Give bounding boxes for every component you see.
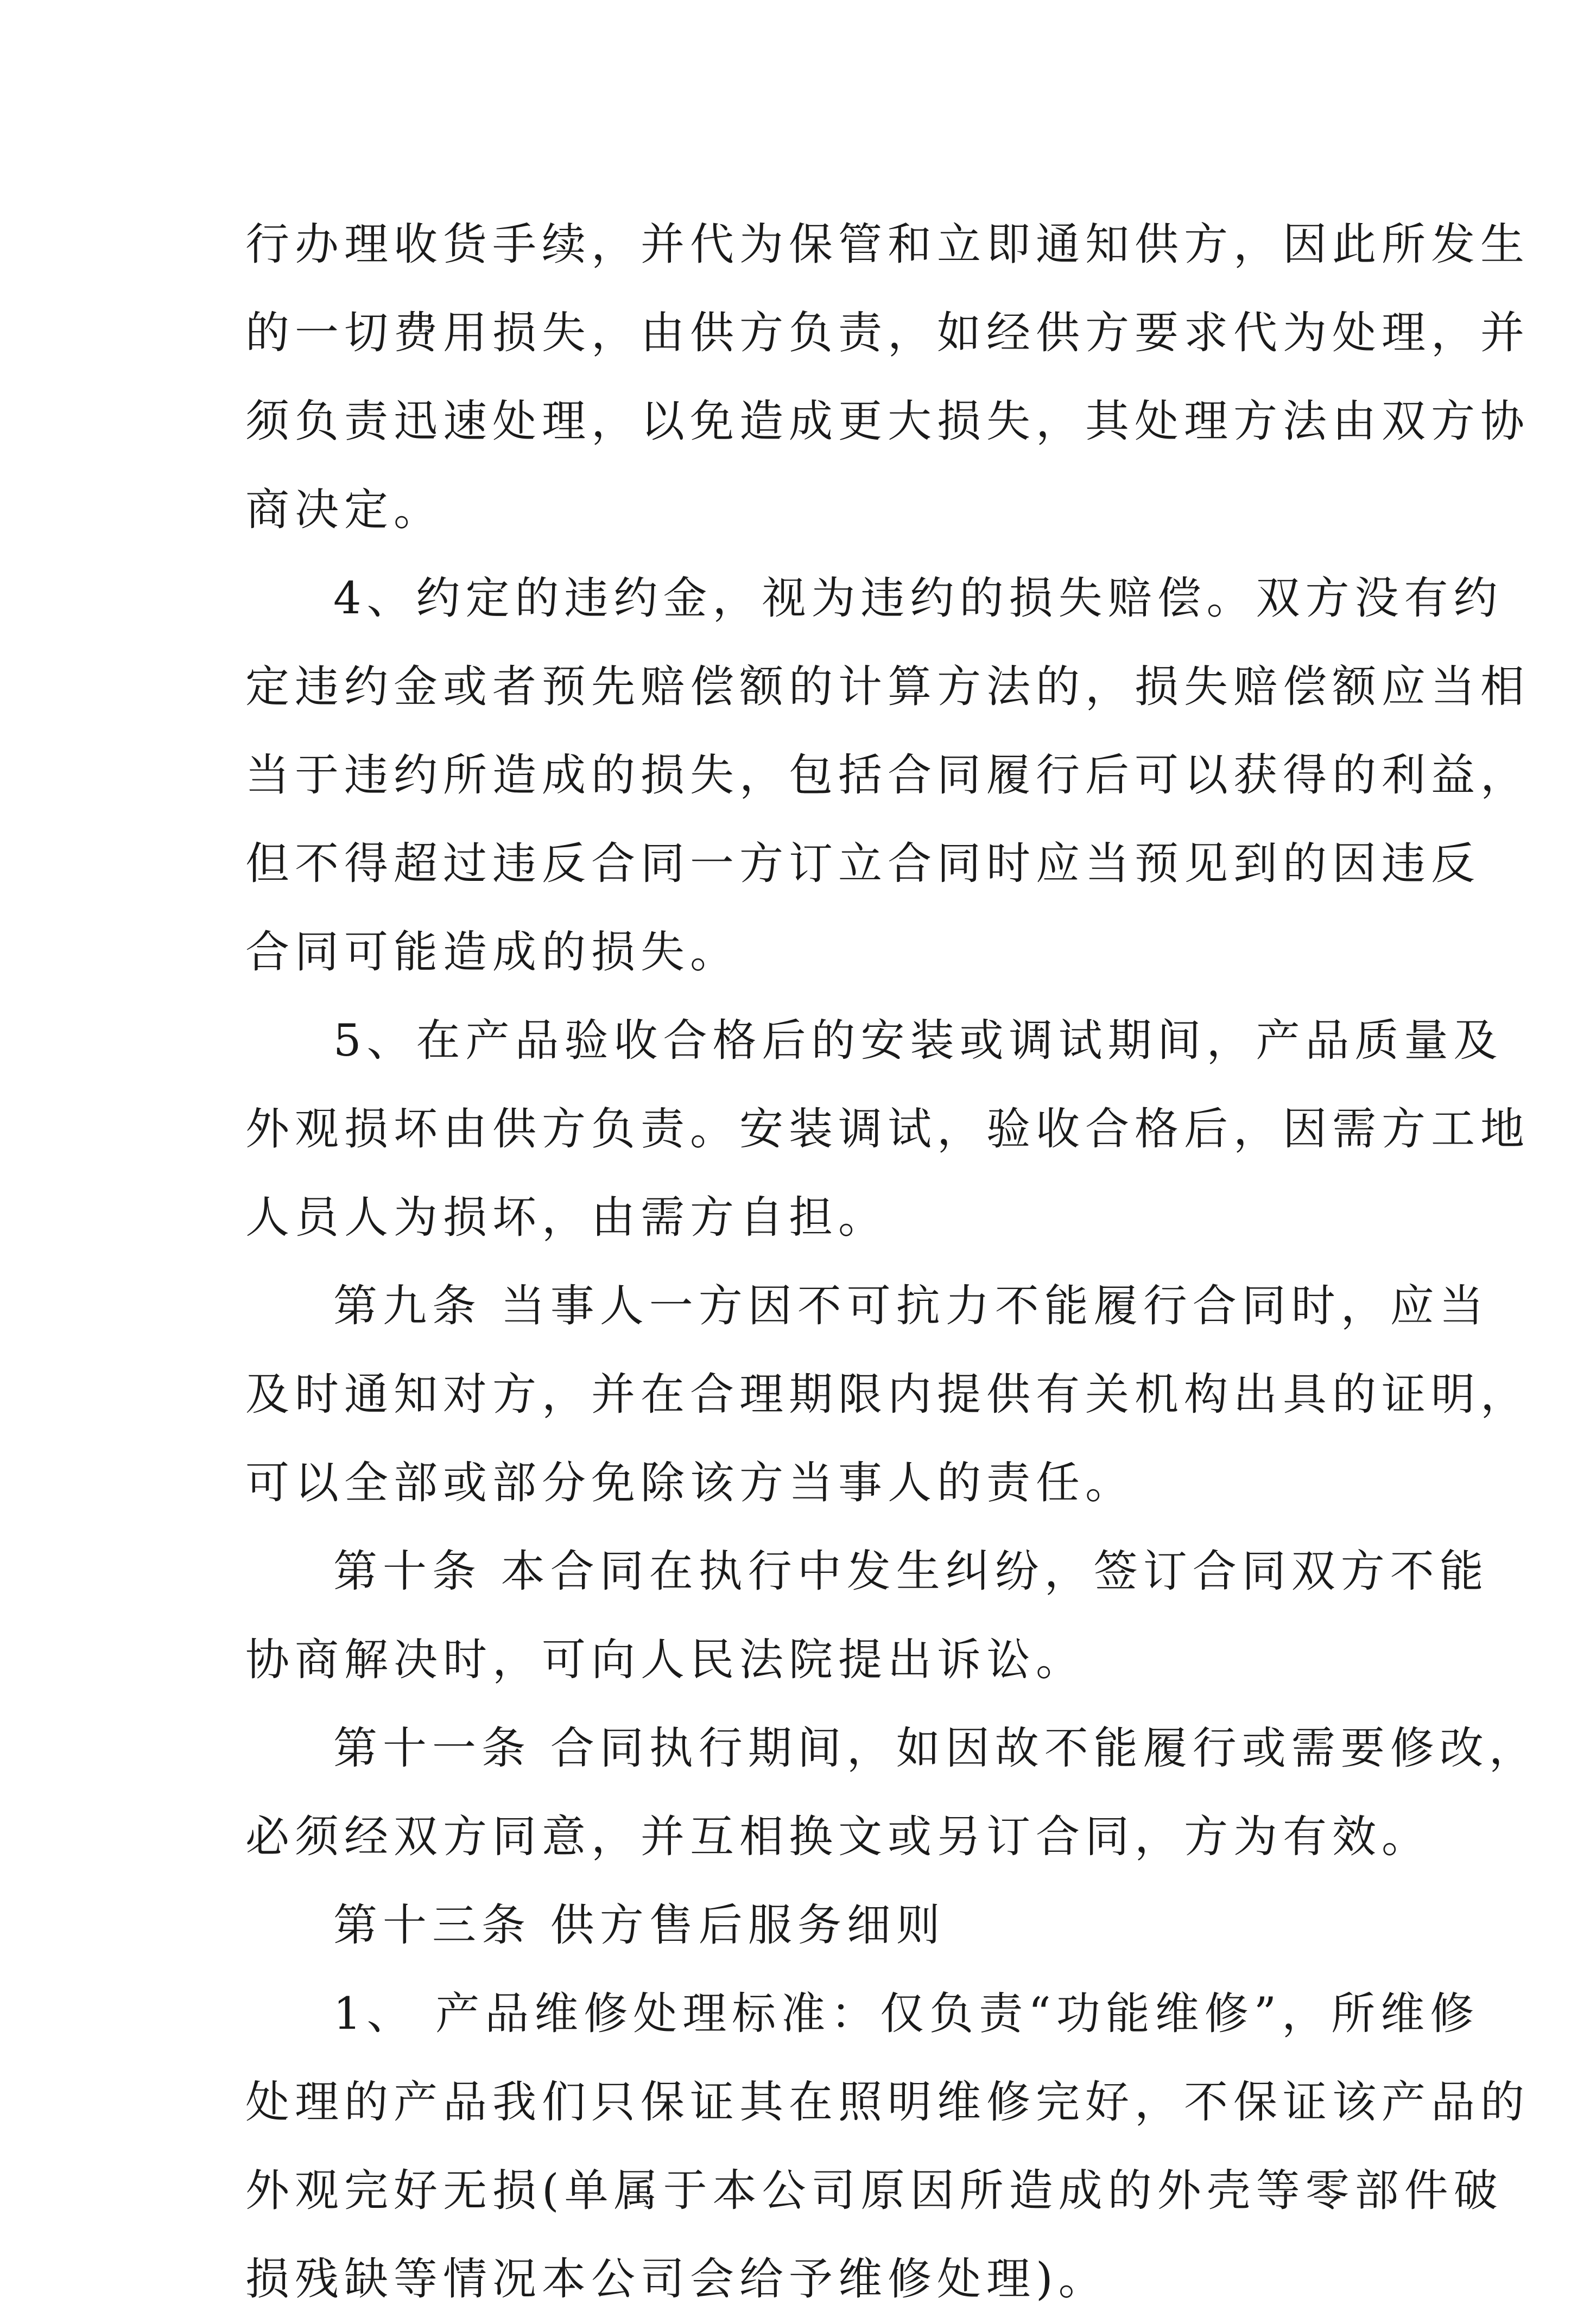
text-line: 合同可能造成的损失。 xyxy=(245,927,740,978)
text-line: 处理的产品我们只保证其在照明维修完好，不保证该产品的 xyxy=(245,2077,1530,2128)
text-line: 须负责迅速处理，以免造成更大损失，其处理方法由双方协 xyxy=(245,396,1530,447)
paragraph-article-13 xyxy=(245,1882,1332,1970)
text-line: 外观完好无损(单属于本公司原因所造成的外壳等零部件破 xyxy=(245,2166,1503,2217)
text-line: 商决定。 xyxy=(245,485,444,536)
text-line: 协商解决时，可向人民法院提出诉讼。 xyxy=(245,1635,1086,1686)
text-line: 的一切费用损失，由供方负责，如经供方要求代为处理，并 xyxy=(245,308,1530,359)
text-line: 第十三条 供方售后服务细则 xyxy=(333,1900,946,1951)
paragraph-continuation xyxy=(245,201,1530,555)
text-line: 第九条 当事人一方因不可抗力不能履行合同时，应当 xyxy=(333,1281,1489,1332)
paragraph-article-10 xyxy=(245,1528,1489,1705)
text-line: 但不得超过违反合同一方订立合同时应当预见到的因违反 xyxy=(245,839,1481,890)
text-line: 定违约金或者预先赔偿额的计算方法的，损失赔偿额应当相 xyxy=(245,662,1530,713)
text-line: 第十条 本合同在执行中发生纠纷，签订合同双方不能 xyxy=(333,1546,1489,1597)
text-line: 外观损坏由供方负责。安装调试，验收合格后，因需方工地 xyxy=(245,1104,1530,1155)
text-line: 及时通知对方，并在合理期限内提供有关机构出具的证明， xyxy=(245,1369,1530,1420)
text-line: 当于违约所造成的损失，包括合同履行后可以获得的利益， xyxy=(245,750,1530,801)
document-body xyxy=(245,201,1538,2324)
paragraph-item-4 xyxy=(245,555,1530,997)
text-line: 1、 产品维修处理标准：仅负责“功能维修”，所维修 xyxy=(333,1989,1480,2040)
text-line: 损残缺等情况本公司会给予维修处理)。 xyxy=(245,2254,1108,2305)
paragraph-article-9 xyxy=(245,1262,1530,1528)
text-line: 5、在产品验收合格后的安装或调试期间，产品质量及 xyxy=(333,1015,1503,1066)
text-line: 4、约定的违约金，视为违约的损失赔偿。双方没有约 xyxy=(333,573,1503,624)
text-line: 行办理收货手续，并代为保管和立即通知供方，因此所发生 xyxy=(245,219,1530,270)
text-line: 人员人为损坏，由需方自担。 xyxy=(245,1192,888,1243)
text-line: 必须经双方同意，并互相换文或另订合同，方为有效。 xyxy=(245,1812,1431,1863)
paragraph-item-5 xyxy=(245,997,1530,1262)
text-line: 第十一条 合同执行期间，如因故不能履行或需要修改， xyxy=(333,1723,1538,1774)
paragraph-item-13-1 xyxy=(245,1970,1530,2324)
text-line: 可以全部或部分免除该方当事人的责任。 xyxy=(245,1458,1135,1509)
paragraph-article-11 xyxy=(245,1705,1538,1882)
